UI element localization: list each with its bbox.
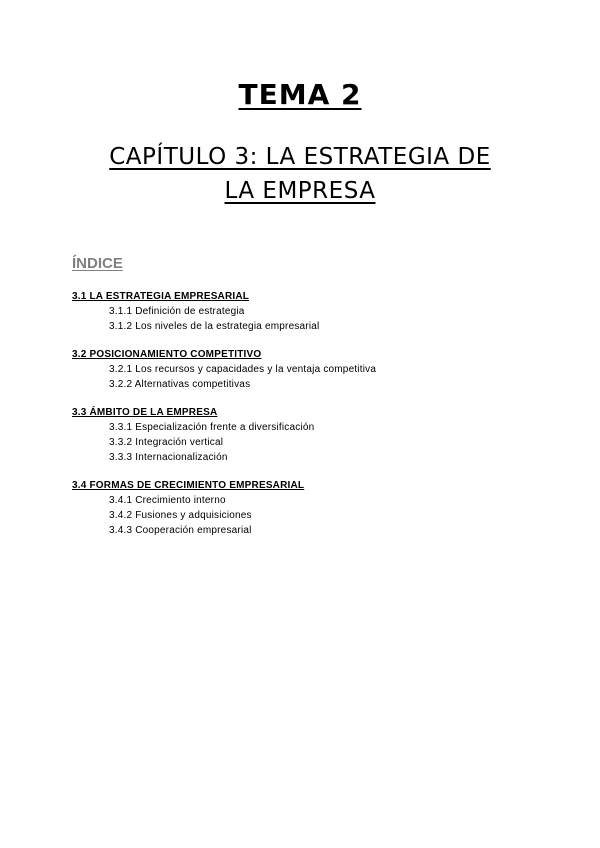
toc-item: 3.2.1 Los recursos y capacidades y la ventaja competitiva — [109, 364, 377, 375]
toc-item: 3.4.3 Cooperación empresarial — [109, 525, 252, 536]
toc-item: 3.3.2 Integración vertical — [109, 437, 224, 448]
toc-section-3-4 — [72, 478, 542, 538]
toc-item: 3.1.1 Definición de estrategia — [109, 306, 245, 317]
toc-item: 3.4.2 Fusiones y adquisiciones — [109, 510, 252, 521]
toc-section-3-2 — [72, 347, 542, 392]
table-of-contents — [72, 289, 542, 551]
toc-section-3-1 — [72, 289, 542, 334]
toc-section-title: 3.1 LA ESTRATEGIA EMPRESARIAL — [72, 291, 250, 302]
index-heading: ÍNDICE — [72, 255, 123, 272]
toc-item: 3.3.3 Internacionalización — [109, 452, 228, 463]
tema-title: TEMA 2 — [238, 78, 362, 111]
toc-item: 3.1.2 Los niveles de la estrategia empresarial — [109, 321, 320, 332]
toc-section-title: 3.2 POSICIONAMIENTO COMPETITIVO — [72, 349, 262, 360]
toc-section-title: 3.3 ÁMBITO DE LA EMPRESA — [72, 407, 218, 418]
toc-item: 3.2.2 Alternativas competitivas — [109, 379, 251, 390]
toc-item: 3.4.1 Crecimiento interno — [109, 495, 226, 506]
chapter-title-line-2: LA EMPRESA — [224, 178, 376, 204]
toc-section-title: 3.4 FORMAS DE CRECIMIENTO EMPRESARIAL — [72, 480, 305, 491]
toc-item: 3.3.1 Especialización frente a diversificación — [109, 422, 315, 433]
chapter-title — [60, 140, 540, 208]
chapter-title-line-1: CAPÍTULO 3: LA ESTRATEGIA DE — [109, 144, 491, 170]
toc-section-3-3 — [72, 405, 542, 465]
